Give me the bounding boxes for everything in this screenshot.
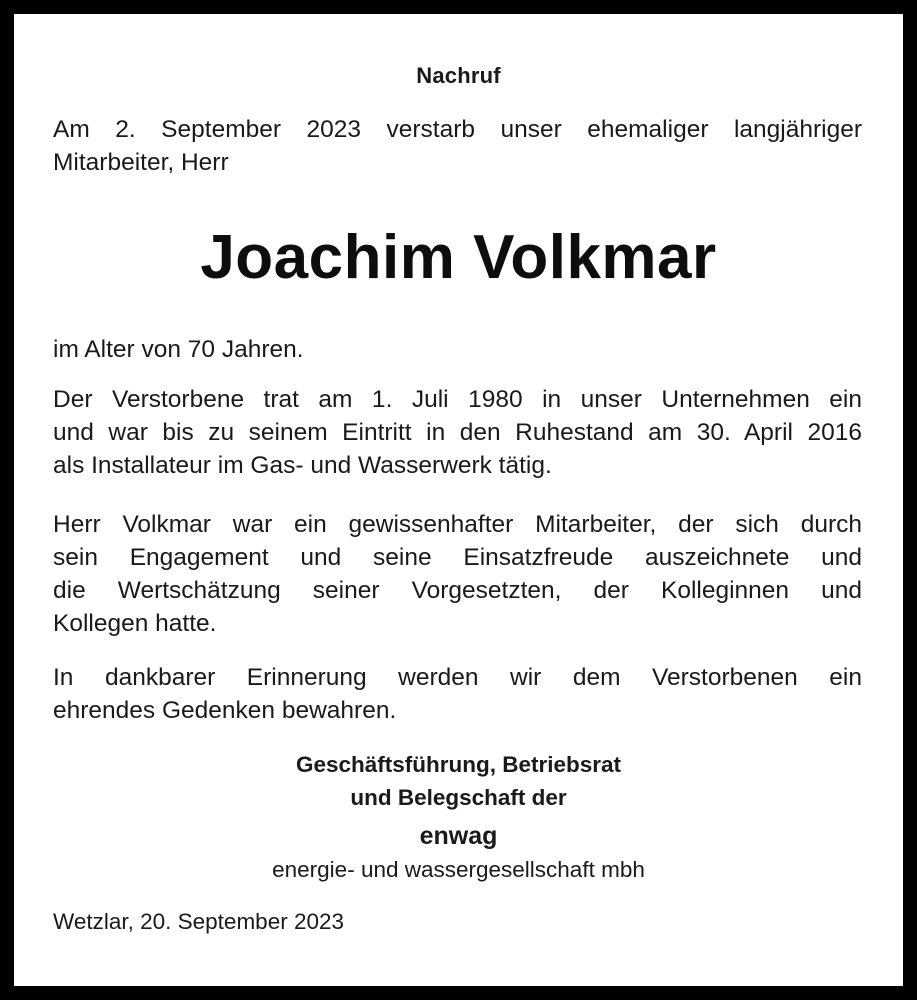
career-line-1: Der Verstorbene trat am 1. Juli 1980 in unser Unternehmen ein	[53, 386, 862, 413]
company-name: enwag	[419, 822, 498, 850]
company-full-name: energie- und wassergesellschaft mbh	[272, 857, 645, 882]
signature-line-2: und Belegschaft der	[350, 785, 567, 810]
tribute-line-1: Herr Volkmar war ein gewissenhafter Mitarbeiter, der sich durch	[53, 511, 862, 538]
age-line: im Alter von 70 Jahren.	[53, 336, 304, 363]
heading: Nachruf	[416, 63, 501, 88]
tribute-line-4: Kollegen hatte.	[53, 610, 217, 637]
intro-line-1: Am 2. September 2023 verstarb unser ehemaliger langjähriger	[53, 116, 862, 143]
place-date: Wetzlar, 20. September 2023	[53, 909, 345, 934]
memory-line-2: ehrendes Gedenken bewahren.	[53, 697, 397, 724]
intro-line-2: Mitarbeiter, Herr	[53, 149, 229, 176]
signature-line-1: Geschäftsführung, Betriebsrat	[295, 752, 622, 777]
career-line-2: und war bis zu seinem Eintritt in den Ruhestand am 30. April 2016	[53, 419, 862, 446]
career-line-3: als Installateur im Gas- und Wasserwerk tätig.	[53, 452, 552, 479]
memory-line-1: In dankbarer Erinnerung werden wir dem Verstorbenen ein	[53, 664, 862, 691]
obituary-notice	[14, 14, 903, 986]
deceased-name: Joachim Volkmar	[200, 223, 717, 292]
tribute-line-2: sein Engagement und seine Einsatzfreude auszeichnete und	[53, 544, 862, 571]
tribute-line-3: die Wertschätzung seiner Vorgesetzten, der Kolleginnen und	[53, 577, 862, 604]
